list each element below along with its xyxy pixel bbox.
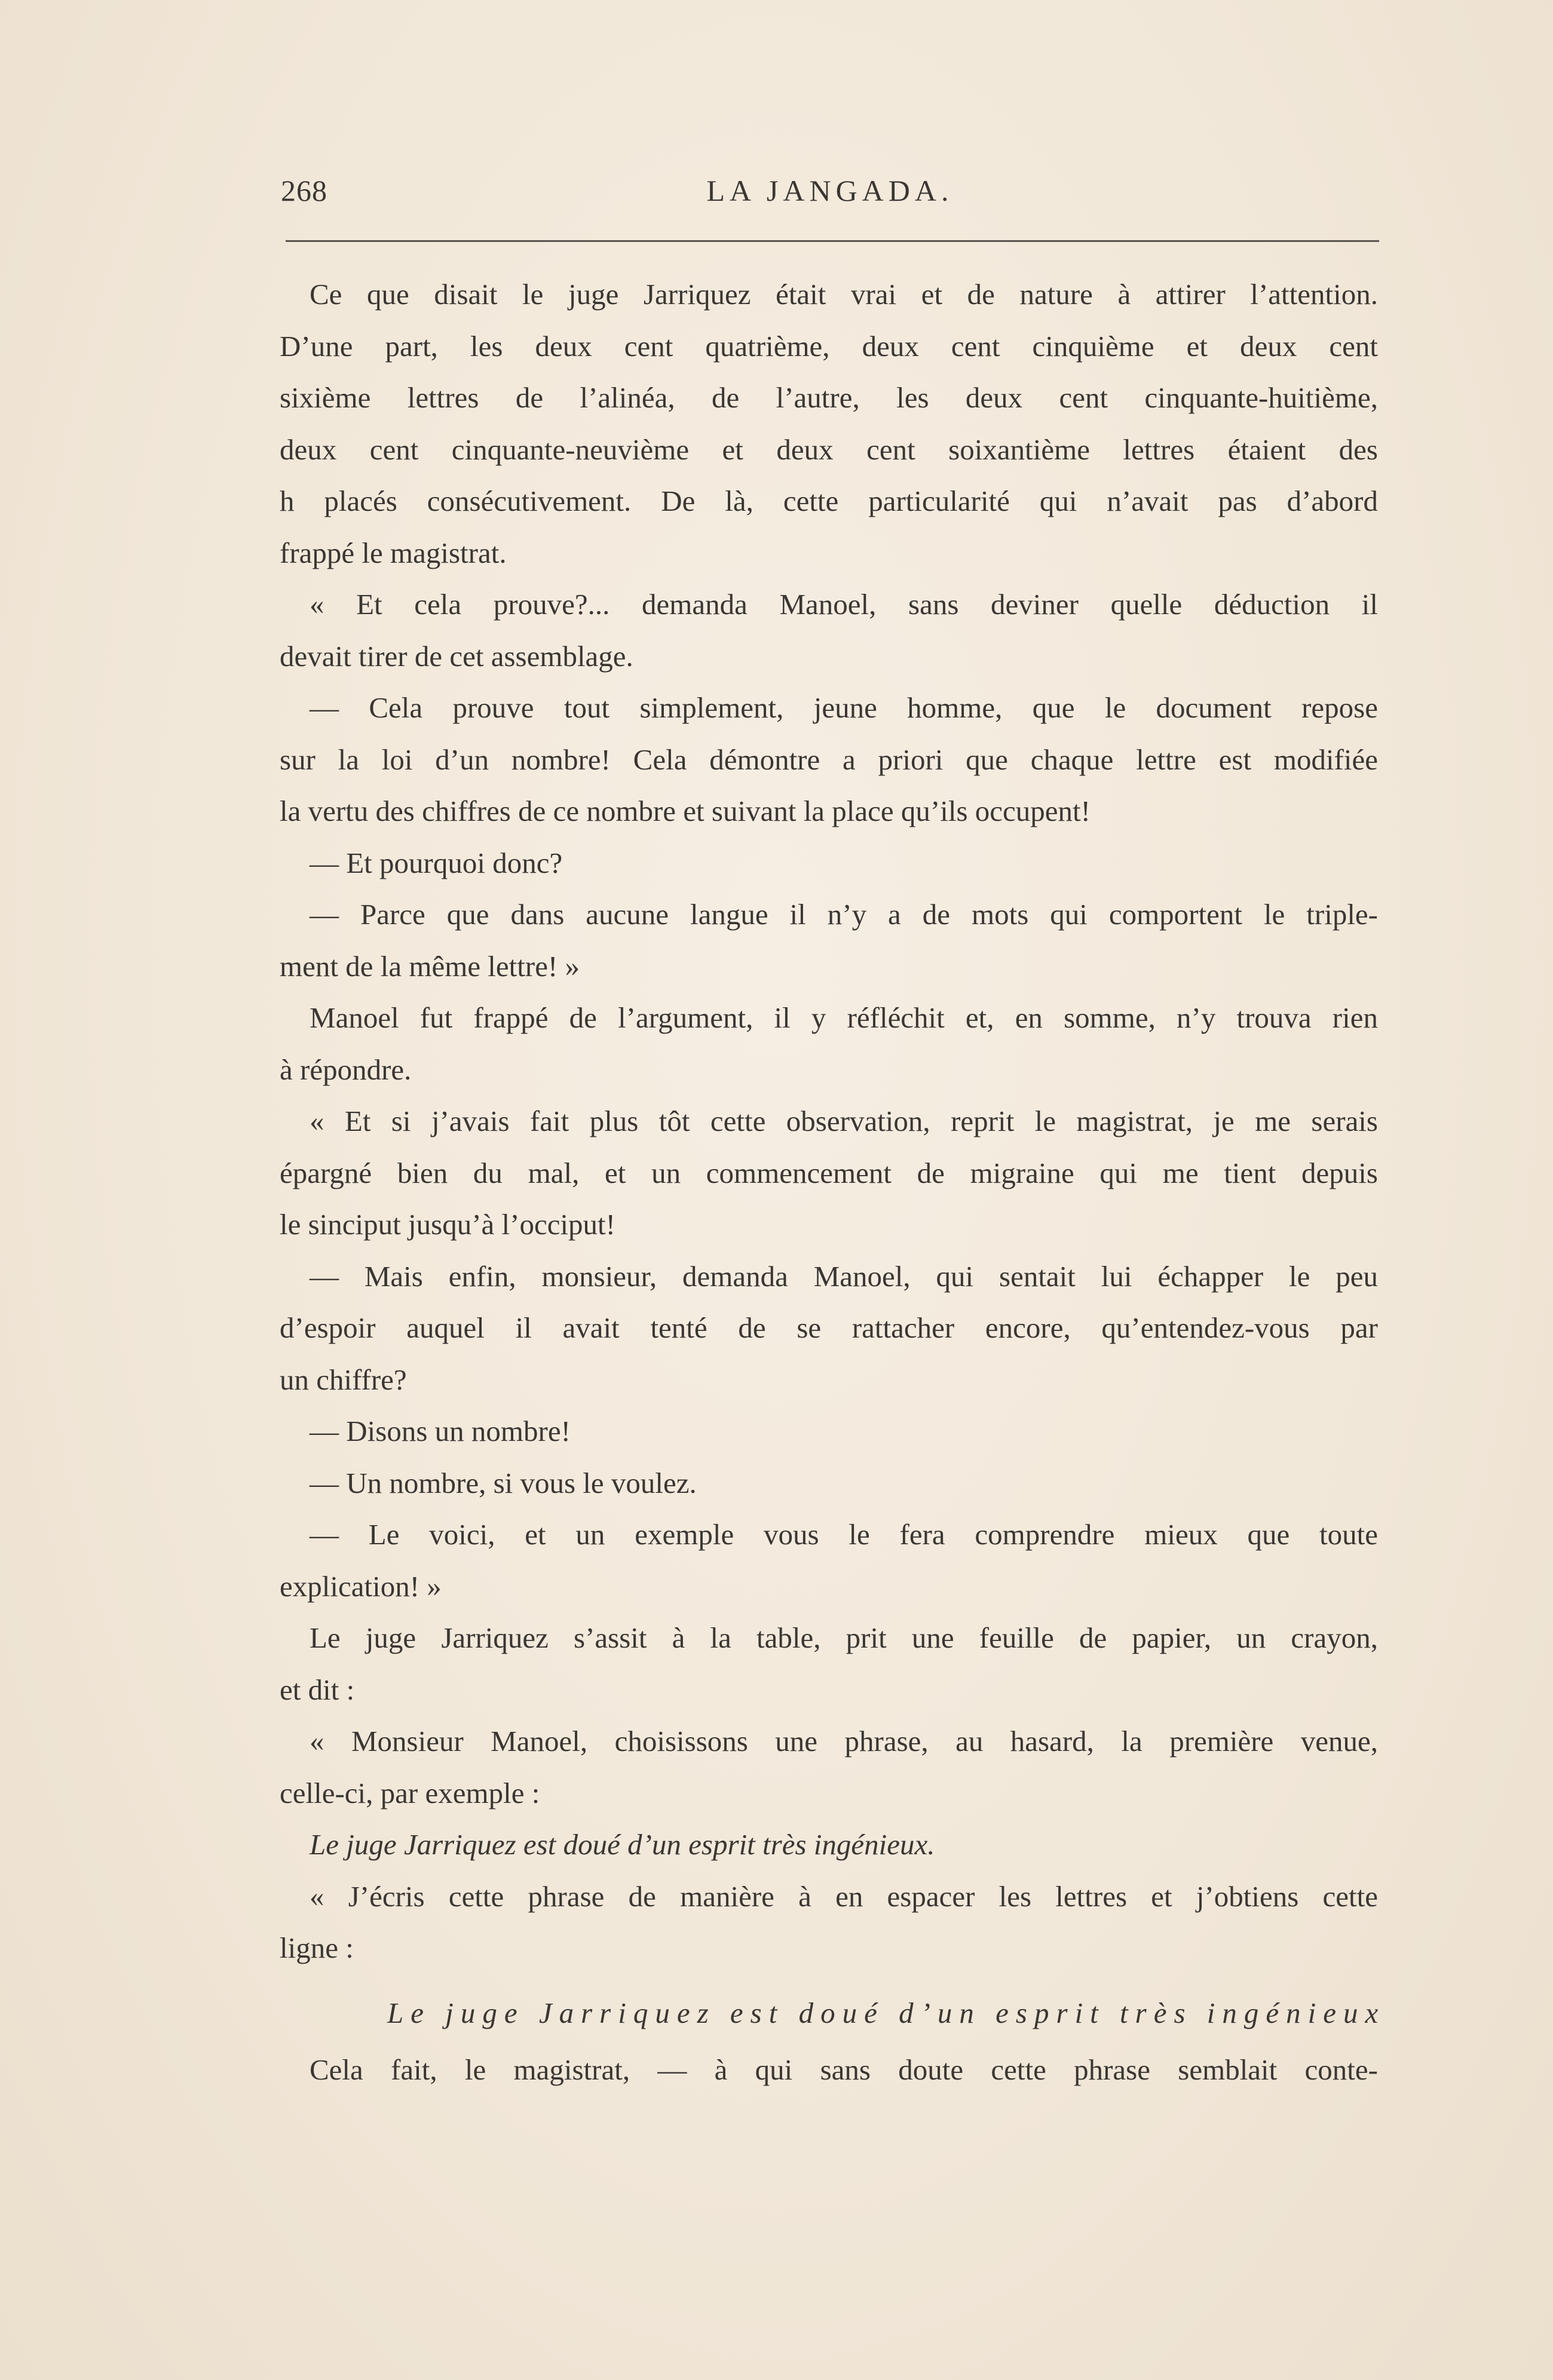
text-line: un chiffre? (280, 1363, 407, 1396)
text-line: épargné bien du mal, et un commencement de migraine qui me tient depuis (280, 1156, 1378, 1189)
text-line: sur la loi d’un nombre! Cela démontre a priori que chaque lettre est modifiée (280, 743, 1378, 776)
text-line: — Le voici, et un exemple vous le fera comprendre mieux que toute (310, 1518, 1378, 1551)
text-line: et dit : (280, 1673, 355, 1706)
text-line: explication! » (280, 1569, 442, 1603)
text-line: le sinciput jusqu’à l’occiput! (280, 1208, 615, 1241)
spaced-example-sentence: Le juge Jarriquez est doué d’un esprit très ingénieux (387, 1996, 1386, 2029)
text-line: frappé le magistrat. (280, 536, 507, 569)
text-line: h placés consécutivement. De là, cette particularité qui n’avait pas d’abord (280, 484, 1378, 517)
text-line: « Et cela prouve?... demanda Manoel, sans deviner quelle déduction il (310, 588, 1378, 621)
text-line: deux cent cinquante-neuvième et deux cent soixantième lettres étaient des (280, 433, 1378, 466)
text-line: ligne : (280, 1931, 354, 1964)
text-line: — Un nombre, si vous le voulez. (310, 1466, 697, 1499)
page-number: 268 (281, 174, 327, 207)
text-line: devait tirer de cet assemblage. (280, 639, 633, 673)
example-sentence: Le juge Jarriquez est doué d’un esprit très ingénieux. (310, 1828, 935, 1861)
text-line: — Disons un nombre! (310, 1415, 571, 1447)
text-line: « Monsieur Manoel, choisissons une phrase, au hasard, la première venue, (310, 1725, 1378, 1758)
text-line: D’une part, les deux cent quatrième, deux cent cinquième et deux cent (280, 329, 1378, 363)
text-line: Le juge Jarriquez s’assit à la table, prit une feuille de papier, un crayon, (310, 1621, 1378, 1654)
running-title: LA JANGADA. (706, 174, 954, 207)
text-line: — Parce que dans aucune langue il n’y a de mots qui comportent le triple- (310, 898, 1378, 931)
text-line: la vertu des chiffres de ce nombre et suivant la place qu’ils occupent! (280, 795, 1091, 827)
text-line: « J’écris cette phrase de manière à en espacer les lettres et j’obtiens cette (310, 1879, 1378, 1913)
text-line: Manoel fut frappé de l’argument, il y réfléchit et, en somme, n’y trouva rien (310, 1001, 1378, 1034)
page-header (281, 173, 1379, 221)
text-line: Cela fait, le magistrat, — à qui sans doute cette phrase semblait conte- (310, 2053, 1378, 2086)
text-line: « Et si j’avais fait plus tôt cette observation, reprit le magistrat, je me serais (310, 1105, 1378, 1137)
text-line: — Cela prouve tout simplement, jeune homme, que le document repose (310, 691, 1378, 724)
text-line: celle-ci, par exemple : (280, 1776, 540, 1809)
text-line: ment de la même lettre! » (280, 949, 580, 983)
text-line: — Et pourquoi donc? (310, 846, 563, 879)
text-line: à répondre. (280, 1053, 412, 1086)
text-line: sixième lettres de l’alinéa, de l’autre, les deux cent cinquante-huitième, (280, 381, 1378, 414)
text-line: Ce que disait le juge Jarriquez était vrai et de nature à attirer l’attention. (310, 278, 1378, 311)
text-line: d’espoir auquel il avait tenté de se rattacher encore, qu’entendez-vous par (280, 1311, 1378, 1344)
body-text (280, 269, 1386, 2100)
text-line: — Mais enfin, monsieur, demanda Manoel, qui sentait lui échapper le peu (310, 1259, 1378, 1293)
header-rule (286, 240, 1379, 242)
